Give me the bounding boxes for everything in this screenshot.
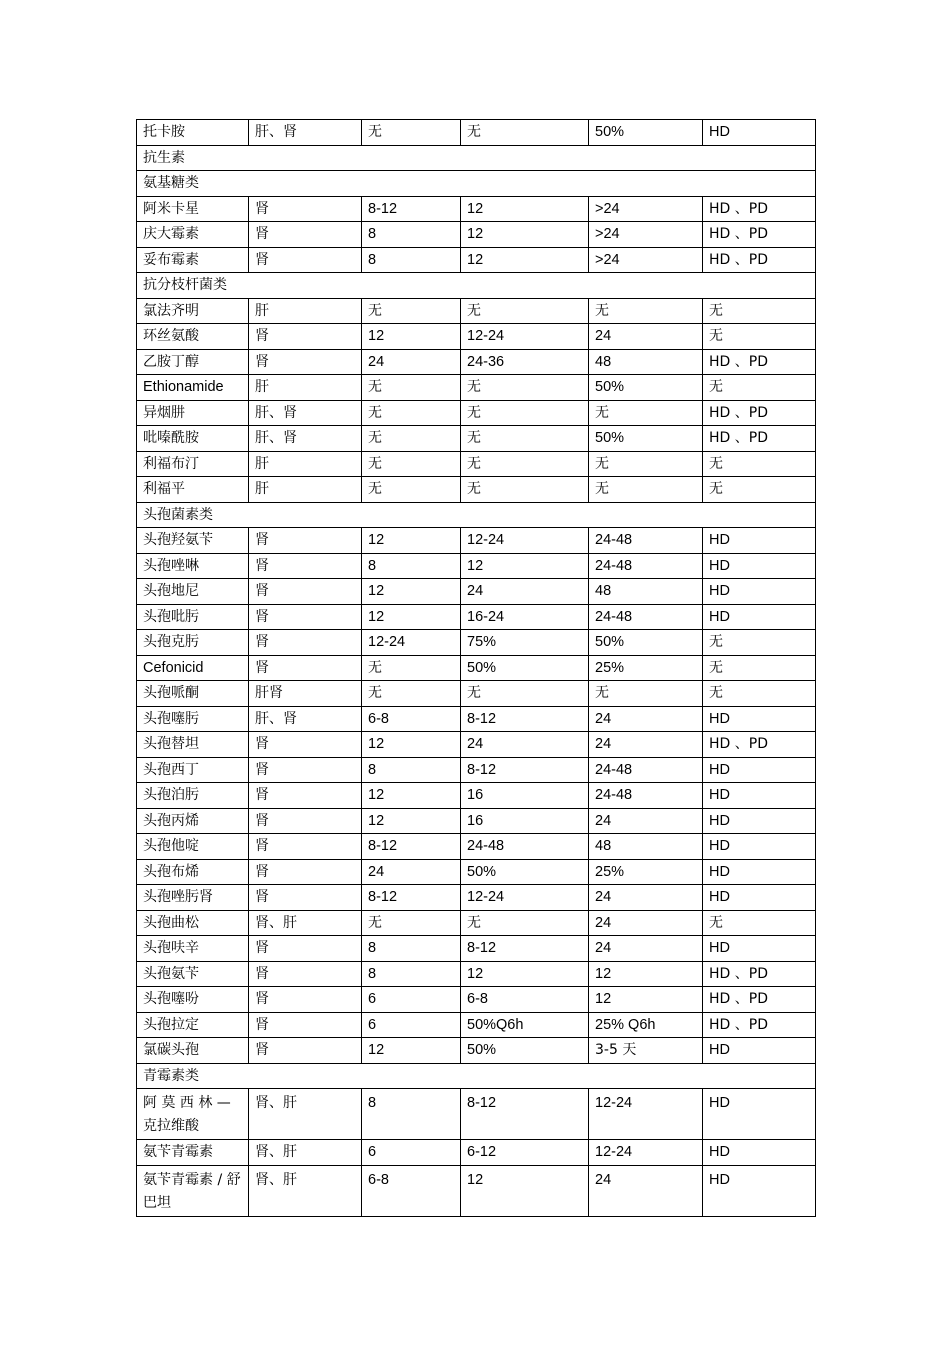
drug-dosing-table: [136, 119, 816, 1217]
section-label: 青霉素类: [137, 1063, 816, 1089]
metabolism-cell: 肾: [249, 1038, 362, 1064]
table-row: [137, 400, 816, 426]
interval-mild-cell: 8: [362, 247, 461, 273]
drug-name-cell: 乙胺丁醇: [137, 349, 249, 375]
interval-moderate-cell: 12: [461, 222, 589, 248]
interval-mild-cell: 无: [362, 298, 461, 324]
table-row: [137, 1012, 816, 1038]
interval-moderate-cell: 无: [461, 375, 589, 401]
dialysis-cell: HD 、PD: [703, 1012, 816, 1038]
interval-mild-cell: 8: [362, 757, 461, 783]
table-row: [137, 961, 816, 987]
drug-name-cell: 头孢替坦: [137, 732, 249, 758]
interval-mild-cell: 6-8: [362, 706, 461, 732]
interval-moderate-cell: 12: [461, 247, 589, 273]
interval-moderate-cell: 50%: [461, 655, 589, 681]
table-row: [137, 936, 816, 962]
interval-moderate-cell: 无: [461, 120, 589, 146]
dialysis-cell: HD: [703, 1089, 816, 1140]
drug-name-cell: 头孢噻肟: [137, 706, 249, 732]
table-row: [137, 1089, 816, 1140]
interval-severe-cell: 48: [589, 579, 703, 605]
metabolism-cell: 肝、肾: [249, 706, 362, 732]
interval-mild-cell: 8: [362, 1089, 461, 1140]
interval-severe-cell: 12: [589, 987, 703, 1013]
table-body: [137, 120, 816, 1217]
interval-moderate-cell: 无: [461, 426, 589, 452]
dialysis-cell: 无: [703, 681, 816, 707]
dialysis-cell: HD: [703, 706, 816, 732]
interval-severe-cell: 50%: [589, 120, 703, 146]
interval-moderate-cell: 50%: [461, 1038, 589, 1064]
metabolism-cell: 肾: [249, 579, 362, 605]
drug-name-cell: 庆大霉素: [137, 222, 249, 248]
interval-mild-cell: 6-8: [362, 1165, 461, 1216]
interval-moderate-cell: 50%Q6h: [461, 1012, 589, 1038]
interval-mild-cell: 无: [362, 910, 461, 936]
dialysis-cell: HD 、PD: [703, 961, 816, 987]
interval-moderate-cell: 无: [461, 400, 589, 426]
drug-name-cell: 利福平: [137, 477, 249, 503]
interval-mild-cell: 12: [362, 732, 461, 758]
drug-name-cell: 头孢泊肟: [137, 783, 249, 809]
dialysis-cell: HD: [703, 757, 816, 783]
drug-name-cell: 利福布汀: [137, 451, 249, 477]
metabolism-cell: 肾: [249, 859, 362, 885]
table-row: [137, 451, 816, 477]
drug-name-cell: 头孢丙烯: [137, 808, 249, 834]
section-label: 抗分枝杆菌类: [137, 273, 816, 299]
section-row: [137, 273, 816, 299]
interval-mild-cell: 12: [362, 324, 461, 350]
interval-moderate-cell: 24: [461, 579, 589, 605]
dialysis-cell: HD: [703, 783, 816, 809]
dialysis-cell: 无: [703, 655, 816, 681]
dialysis-cell: 无: [703, 324, 816, 350]
interval-severe-cell: >24: [589, 222, 703, 248]
interval-severe-cell: 24-48: [589, 783, 703, 809]
interval-severe-cell: 12: [589, 961, 703, 987]
table-row: [137, 528, 816, 554]
interval-mild-cell: 8: [362, 222, 461, 248]
interval-severe-cell: 24-48: [589, 528, 703, 554]
interval-severe-cell: 无: [589, 451, 703, 477]
dialysis-cell: HD: [703, 1140, 816, 1166]
table-row: [137, 375, 816, 401]
section-row: [137, 145, 816, 171]
drug-name-cell: 头孢他啶: [137, 834, 249, 860]
table-row: [137, 222, 816, 248]
interval-moderate-cell: 12-24: [461, 324, 589, 350]
dialysis-cell: HD: [703, 120, 816, 146]
interval-moderate-cell: 无: [461, 477, 589, 503]
section-label: 氨基糖类: [137, 171, 816, 197]
table-row: [137, 298, 816, 324]
drug-name-cell: 头孢唑啉: [137, 553, 249, 579]
dialysis-cell: 无: [703, 477, 816, 503]
interval-mild-cell: 12-24: [362, 630, 461, 656]
metabolism-cell: 肾、肝: [249, 1140, 362, 1166]
interval-moderate-cell: 16-24: [461, 604, 589, 630]
dialysis-cell: 无: [703, 451, 816, 477]
interval-severe-cell: 无: [589, 400, 703, 426]
section-row: [137, 502, 816, 528]
drug-name-cell: 吡嗪酰胺: [137, 426, 249, 452]
interval-moderate-cell: 16: [461, 783, 589, 809]
interval-mild-cell: 无: [362, 426, 461, 452]
interval-severe-cell: 24: [589, 808, 703, 834]
metabolism-cell: 肝、肾: [249, 120, 362, 146]
table-row: [137, 859, 816, 885]
metabolism-cell: 肝: [249, 375, 362, 401]
table-row: [137, 604, 816, 630]
interval-mild-cell: 无: [362, 375, 461, 401]
interval-mild-cell: 8-12: [362, 834, 461, 860]
interval-moderate-cell: 12: [461, 553, 589, 579]
interval-mild-cell: 6: [362, 1140, 461, 1166]
table-row: [137, 426, 816, 452]
metabolism-cell: 肾: [249, 324, 362, 350]
dialysis-cell: 无: [703, 630, 816, 656]
metabolism-cell: 肝、肾: [249, 426, 362, 452]
table-row: [137, 630, 816, 656]
metabolism-cell: 肾: [249, 732, 362, 758]
section-row: [137, 171, 816, 197]
interval-mild-cell: 8: [362, 961, 461, 987]
interval-severe-cell: 24: [589, 1165, 703, 1216]
table-row: [137, 885, 816, 911]
interval-severe-cell: >24: [589, 196, 703, 222]
interval-moderate-cell: 8-12: [461, 706, 589, 732]
section-label: 抗生素: [137, 145, 816, 171]
interval-mild-cell: 12: [362, 528, 461, 554]
table-row: [137, 324, 816, 350]
drug-name-cell: 氯法齐明: [137, 298, 249, 324]
drug-name-cell: 阿 莫 西 林 — 克拉维酸: [137, 1089, 249, 1140]
interval-severe-cell: 24: [589, 885, 703, 911]
interval-severe-cell: 24: [589, 706, 703, 732]
drug-name-cell: 氯碳头孢: [137, 1038, 249, 1064]
interval-moderate-cell: 75%: [461, 630, 589, 656]
interval-severe-cell: 50%: [589, 630, 703, 656]
drug-name-cell: Cefonicid: [137, 655, 249, 681]
metabolism-cell: 肾: [249, 196, 362, 222]
interval-moderate-cell: 24: [461, 732, 589, 758]
dialysis-cell: HD 、PD: [703, 196, 816, 222]
dialysis-cell: HD: [703, 553, 816, 579]
interval-severe-cell: 50%: [589, 426, 703, 452]
table-row: [137, 834, 816, 860]
drug-name-cell: 环丝氨酸: [137, 324, 249, 350]
metabolism-cell: 肾: [249, 247, 362, 273]
metabolism-cell: 肾、肝: [249, 1089, 362, 1140]
interval-moderate-cell: 12-24: [461, 528, 589, 554]
metabolism-cell: 肝: [249, 477, 362, 503]
interval-moderate-cell: 8-12: [461, 936, 589, 962]
metabolism-cell: 肾: [249, 630, 362, 656]
interval-severe-cell: >24: [589, 247, 703, 273]
metabolism-cell: 肾: [249, 961, 362, 987]
table-row: [137, 706, 816, 732]
interval-moderate-cell: 8-12: [461, 757, 589, 783]
metabolism-cell: 肝、肾: [249, 400, 362, 426]
drug-name-cell: Ethionamide: [137, 375, 249, 401]
metabolism-cell: 肝肾: [249, 681, 362, 707]
metabolism-cell: 肾: [249, 553, 362, 579]
drug-name-cell: 头孢噻吩: [137, 987, 249, 1013]
dialysis-cell: HD: [703, 808, 816, 834]
interval-severe-cell: 24-48: [589, 757, 703, 783]
drug-name-cell: 头孢呋辛: [137, 936, 249, 962]
interval-mild-cell: 8: [362, 936, 461, 962]
metabolism-cell: 肾: [249, 1012, 362, 1038]
metabolism-cell: 肝: [249, 451, 362, 477]
interval-severe-cell: 48: [589, 834, 703, 860]
drug-name-cell: 头孢克肟: [137, 630, 249, 656]
interval-severe-cell: 25%: [589, 655, 703, 681]
interval-moderate-cell: 12: [461, 196, 589, 222]
drug-name-cell: 头孢地尼: [137, 579, 249, 605]
metabolism-cell: 肾: [249, 834, 362, 860]
interval-severe-cell: 无: [589, 681, 703, 707]
interval-moderate-cell: 无: [461, 681, 589, 707]
interval-mild-cell: 无: [362, 120, 461, 146]
interval-severe-cell: 12-24: [589, 1140, 703, 1166]
dialysis-cell: HD 、PD: [703, 247, 816, 273]
dialysis-cell: HD 、PD: [703, 426, 816, 452]
drug-name-cell: 头孢氨苄: [137, 961, 249, 987]
dialysis-cell: HD: [703, 579, 816, 605]
interval-severe-cell: 无: [589, 477, 703, 503]
metabolism-cell: 肾: [249, 349, 362, 375]
section-row: [137, 1063, 816, 1089]
metabolism-cell: 肾: [249, 757, 362, 783]
interval-mild-cell: 24: [362, 859, 461, 885]
table-row: [137, 808, 816, 834]
metabolism-cell: 肝: [249, 298, 362, 324]
interval-mild-cell: 12: [362, 808, 461, 834]
metabolism-cell: 肾、肝: [249, 910, 362, 936]
interval-severe-cell: 24: [589, 324, 703, 350]
dialysis-cell: HD 、PD: [703, 349, 816, 375]
metabolism-cell: 肾: [249, 987, 362, 1013]
interval-severe-cell: 24-48: [589, 553, 703, 579]
table-row: [137, 655, 816, 681]
table-row: [137, 1165, 816, 1216]
dialysis-cell: HD: [703, 936, 816, 962]
table-row: [137, 349, 816, 375]
table-row: [137, 783, 816, 809]
metabolism-cell: 肾: [249, 783, 362, 809]
interval-mild-cell: 24: [362, 349, 461, 375]
table-row: [137, 910, 816, 936]
interval-moderate-cell: 24-48: [461, 834, 589, 860]
interval-severe-cell: 24-48: [589, 604, 703, 630]
interval-moderate-cell: 无: [461, 910, 589, 936]
interval-moderate-cell: 12: [461, 961, 589, 987]
dialysis-cell: HD: [703, 859, 816, 885]
interval-moderate-cell: 24-36: [461, 349, 589, 375]
interval-severe-cell: 25% Q6h: [589, 1012, 703, 1038]
table-row: [137, 196, 816, 222]
drug-name-cell: 头孢拉定: [137, 1012, 249, 1038]
drug-name-cell: 阿米卡星: [137, 196, 249, 222]
interval-severe-cell: 24: [589, 732, 703, 758]
drug-name-cell: 异烟肼: [137, 400, 249, 426]
metabolism-cell: 肾: [249, 222, 362, 248]
interval-severe-cell: 无: [589, 298, 703, 324]
interval-severe-cell: 50%: [589, 375, 703, 401]
table-row: [137, 1140, 816, 1166]
dialysis-cell: HD 、PD: [703, 222, 816, 248]
dialysis-cell: HD: [703, 885, 816, 911]
interval-severe-cell: 12-24: [589, 1089, 703, 1140]
dialysis-cell: HD: [703, 528, 816, 554]
table-row: [137, 681, 816, 707]
interval-moderate-cell: 16: [461, 808, 589, 834]
table-row: [137, 477, 816, 503]
drug-name-cell: 头孢唑肟肾: [137, 885, 249, 911]
table-row: [137, 987, 816, 1013]
section-label: 头孢菌素类: [137, 502, 816, 528]
dialysis-cell: HD: [703, 1038, 816, 1064]
table-row: [137, 1038, 816, 1064]
interval-moderate-cell: 6-12: [461, 1140, 589, 1166]
interval-mild-cell: 8: [362, 553, 461, 579]
drug-name-cell: 头孢羟氨苄: [137, 528, 249, 554]
interval-moderate-cell: 无: [461, 298, 589, 324]
interval-mild-cell: 6: [362, 987, 461, 1013]
interval-mild-cell: 无: [362, 451, 461, 477]
interval-moderate-cell: 6-8: [461, 987, 589, 1013]
table-row: [137, 757, 816, 783]
drug-name-cell: 头孢布烯: [137, 859, 249, 885]
drug-name-cell: 妥布霉素: [137, 247, 249, 273]
table-row: [137, 247, 816, 273]
interval-severe-cell: 24: [589, 910, 703, 936]
drug-name-cell: 托卡胺: [137, 120, 249, 146]
metabolism-cell: 肾: [249, 655, 362, 681]
interval-mild-cell: 无: [362, 655, 461, 681]
metabolism-cell: 肾: [249, 808, 362, 834]
dialysis-cell: 无: [703, 910, 816, 936]
interval-mild-cell: 12: [362, 1038, 461, 1064]
interval-mild-cell: 无: [362, 400, 461, 426]
table-row: [137, 732, 816, 758]
metabolism-cell: 肾: [249, 528, 362, 554]
drug-name-cell: 氨苄青霉素 / 舒巴坦: [137, 1165, 249, 1216]
drug-name-cell: 氨苄青霉素: [137, 1140, 249, 1166]
interval-mild-cell: 12: [362, 604, 461, 630]
interval-severe-cell: 48: [589, 349, 703, 375]
drug-name-cell: 头孢西丁: [137, 757, 249, 783]
dialysis-cell: HD: [703, 604, 816, 630]
interval-mild-cell: 无: [362, 681, 461, 707]
metabolism-cell: 肾: [249, 936, 362, 962]
interval-severe-cell: 25%: [589, 859, 703, 885]
metabolism-cell: 肾: [249, 604, 362, 630]
drug-name-cell: 头孢曲松: [137, 910, 249, 936]
dialysis-cell: HD: [703, 1165, 816, 1216]
metabolism-cell: 肾、肝: [249, 1165, 362, 1216]
interval-moderate-cell: 8-12: [461, 1089, 589, 1140]
interval-mild-cell: 无: [362, 477, 461, 503]
interval-severe-cell: 24: [589, 936, 703, 962]
table-row: [137, 120, 816, 146]
interval-mild-cell: 8-12: [362, 885, 461, 911]
interval-moderate-cell: 12: [461, 1165, 589, 1216]
interval-mild-cell: 8-12: [362, 196, 461, 222]
metabolism-cell: 肾: [249, 885, 362, 911]
interval-severe-cell: 3-5 天: [589, 1038, 703, 1064]
table-row: [137, 579, 816, 605]
dialysis-cell: HD 、PD: [703, 732, 816, 758]
drug-name-cell: 头孢哌酮: [137, 681, 249, 707]
drug-name-cell: 头孢吡肟: [137, 604, 249, 630]
interval-moderate-cell: 12-24: [461, 885, 589, 911]
dialysis-cell: 无: [703, 375, 816, 401]
interval-mild-cell: 6: [362, 1012, 461, 1038]
interval-moderate-cell: 50%: [461, 859, 589, 885]
dialysis-cell: HD: [703, 834, 816, 860]
interval-mild-cell: 12: [362, 783, 461, 809]
dialysis-cell: HD 、PD: [703, 987, 816, 1013]
interval-mild-cell: 12: [362, 579, 461, 605]
dialysis-cell: HD 、PD: [703, 400, 816, 426]
table-row: [137, 553, 816, 579]
dialysis-cell: 无: [703, 298, 816, 324]
interval-moderate-cell: 无: [461, 451, 589, 477]
